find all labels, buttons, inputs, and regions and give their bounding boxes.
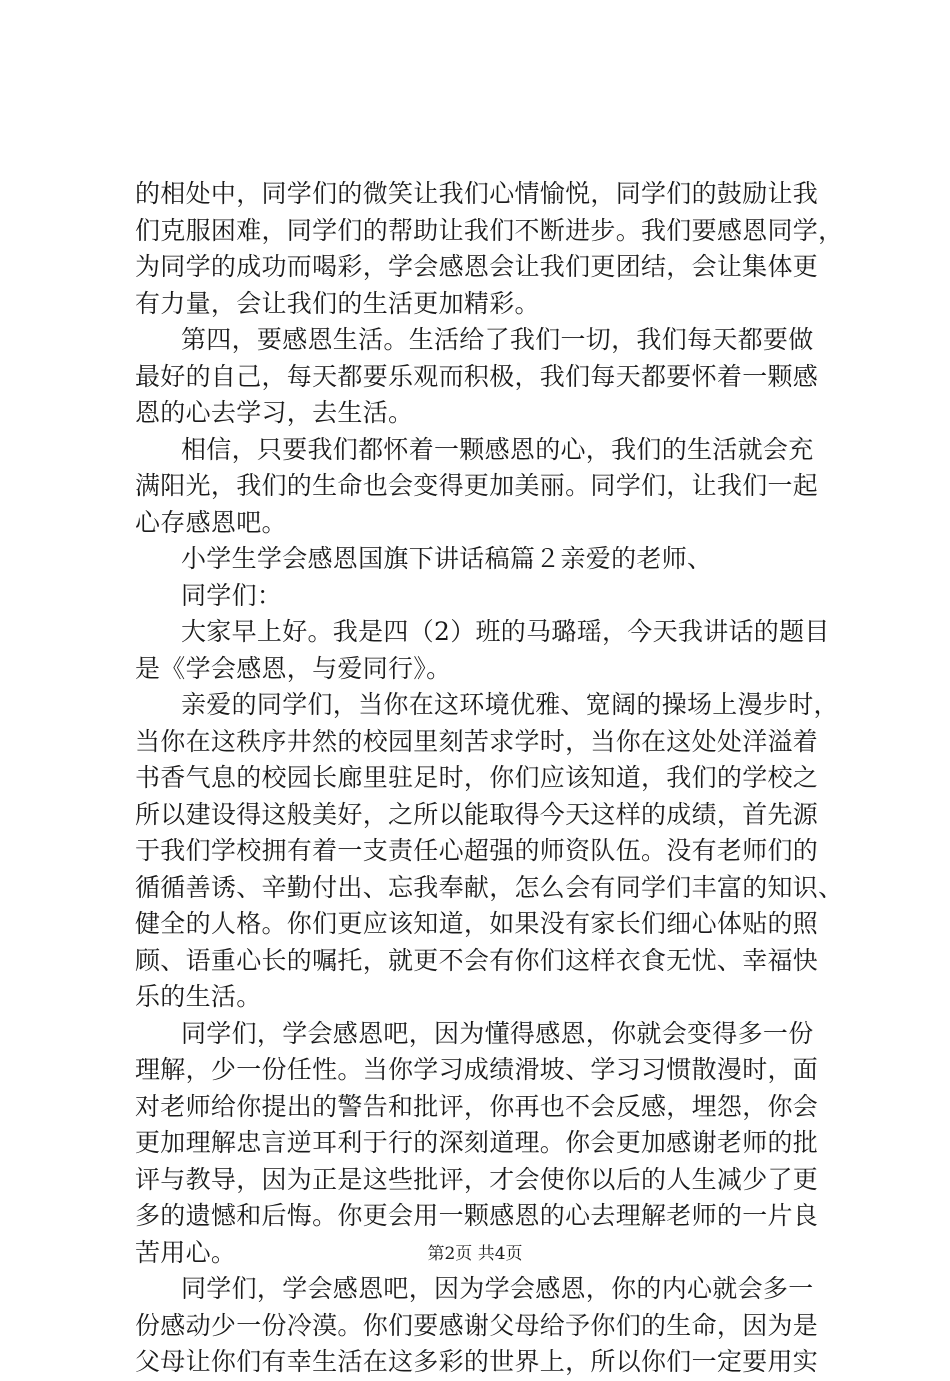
text-line: 父母让你们有幸生活在这多彩的世界上，所以你们一定要用实 bbox=[135, 1347, 819, 1376]
text-line: 份感动少一份冷漠。你们要感谢父母给予你们的生命，因为是 bbox=[135, 1310, 819, 1340]
text-line: 于我们学校拥有着一支责任心超强的师资队伍。没有老师们的 bbox=[135, 836, 819, 865]
text-line: 们克服困难，同学们的帮助让我们不断进步。我们要感恩同学， bbox=[135, 215, 844, 245]
text-line: 恩的心去学习，去生活。 bbox=[135, 398, 414, 427]
text-line: 多的遗憾和后悔。你更会用一颗感恩的心去理解老师的一片良 bbox=[135, 1201, 819, 1230]
text-line: 乐的生活。 bbox=[135, 982, 262, 1011]
text-line: 的相处中，同学们的微笑让我们心情愉悦，同学们的鼓励让我 bbox=[135, 179, 819, 208]
text-line: 理解，少一份任性。当你学习成绩滑坡、学习习惯散漫时，面 bbox=[135, 1055, 819, 1084]
text-line: 是《学会感恩，与爱同行》。 bbox=[135, 653, 452, 683]
text-line: 有力量，会让我们的生活更加精彩。 bbox=[135, 288, 540, 318]
text-line: 最好的自己，每天都要乐观而积极，我们每天都要怀着一颗感 bbox=[135, 361, 819, 391]
text-line: 为同学的成功而喝彩，学会感恩会让我们更团结，会让集体更 bbox=[135, 252, 819, 281]
text-line: 所以建设得这般美好，之所以能取得今天这样的成绩，首先源 bbox=[135, 799, 819, 829]
text-line: 顾、语重心长的嘱托，就更不会有你们这样衣食无忧、幸福快 bbox=[135, 945, 819, 975]
text-line: 书香气息的校园长廊里驻足时，你们应该知道，我们的学校之 bbox=[135, 763, 819, 792]
text-line: 同学们，学会感恩吧，因为学会感恩，你的内心就会多一 bbox=[181, 1274, 814, 1303]
text-line: 循循善诱、辛勤付出、忘我奉献，怎么会有同学们丰富的知识、 bbox=[135, 872, 844, 902]
text-line: 当你在这秩序井然的校园里刻苦求学时，当你在这处处洋溢着 bbox=[135, 726, 819, 756]
text-line: 更加理解忠言逆耳利于行的深刻道理。你会更加感谢老师的批 bbox=[135, 1128, 819, 1157]
text-line: 苦用心。 bbox=[135, 1237, 237, 1267]
text-line: 同学们： bbox=[181, 580, 283, 610]
page-footer: 第2页 共4页 bbox=[427, 1244, 523, 1264]
text-line: 满阳光，我们的生命也会变得更加美丽。同学们，让我们一起 bbox=[135, 471, 819, 500]
text-line: 评与教导，因为正是这些批评，才会使你以后的人生减少了更 bbox=[135, 1164, 819, 1194]
text-line: 亲爱的同学们，当你在这环境优雅、宽阔的操场上漫步时， bbox=[181, 690, 839, 719]
body-text bbox=[135, 176, 844, 1381]
text-line: 同学们，学会感恩吧，因为懂得感恩，你就会变得多一份 bbox=[181, 1018, 814, 1048]
text-line: 相信，只要我们都怀着一颗感恩的心，我们的生活就会充 bbox=[181, 434, 814, 464]
text-line: 健全的人格。你们更应该知道，如果没有家长们细心体贴的照 bbox=[135, 909, 819, 938]
text-line: 对老师给你提出的警告和批评，你再也不会反感，埋怨，你会 bbox=[135, 1091, 819, 1121]
text-line: 第四，要感恩生活。生活给了我们一切，我们每天都要做 bbox=[181, 325, 814, 354]
text-line: 心存感恩吧。 bbox=[135, 507, 287, 537]
text-line: 大家早上好。我是四（2）班的马璐瑶，今天我讲话的题目 bbox=[181, 617, 830, 646]
text-line: 小学生学会感恩国旗下讲话稿篇２亲爱的老师、 bbox=[181, 544, 713, 573]
